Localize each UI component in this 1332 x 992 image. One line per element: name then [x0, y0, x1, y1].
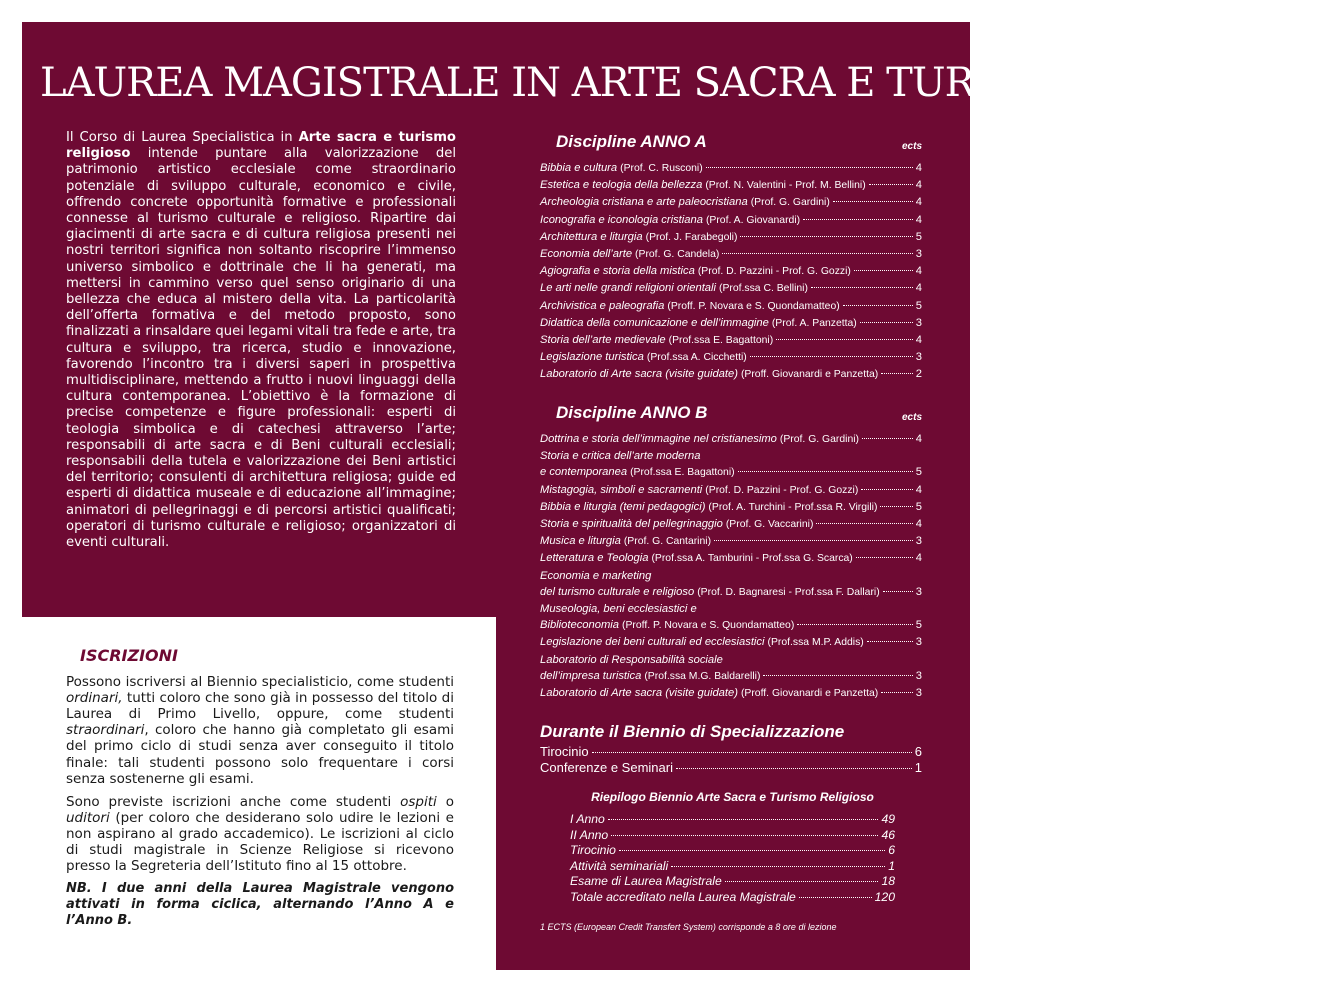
discipline-row	[540, 263, 922, 280]
discipline-name: Laboratorio di Arte sacra (visite guidate)	[540, 368, 738, 381]
professor: (Proff. P. Novara e S. Quondamatteo)	[621, 620, 795, 632]
iscrizioni-section	[66, 648, 454, 936]
ects-value: 3	[915, 535, 922, 548]
dot-leader	[860, 322, 913, 323]
anno-b-list	[540, 431, 922, 702]
anno-b-heading: Discipline ANNO B	[556, 403, 708, 422]
discipline-row	[540, 246, 922, 263]
riepilogo-row	[570, 890, 895, 906]
anno-b-section	[540, 403, 922, 702]
riepilogo-row	[570, 828, 895, 844]
biennio-item-name: Conferenze e Seminari	[540, 760, 673, 775]
dot-leader	[854, 270, 913, 271]
biennio-list	[540, 744, 922, 776]
riepilogo-item-name: Tirocinio	[570, 843, 616, 858]
discipline-name: Laboratorio di Arte sacra (visite guidate)	[540, 687, 738, 700]
discipline-name-line: Storia e critica dell’arte moderna	[540, 450, 701, 463]
p1-text-a: Possono iscriversi al Biennio specialisticio, come studenti	[66, 674, 454, 691]
p2-em-1: ospiti	[400, 793, 437, 810]
page-title: LAUREA MAGISTRALE IN ARTE SACRA E TURISMO RELIGIOSO	[40, 60, 1332, 106]
riepilogo-heading: Riepilogo Biennio Arte Sacra e Turismo Religioso	[591, 790, 874, 804]
dot-leader	[776, 339, 913, 340]
ects-value: 3	[915, 636, 922, 649]
discipline-row	[540, 634, 922, 651]
ects-value: 4	[915, 213, 922, 226]
dot-leader	[706, 167, 913, 168]
discipline-name: Musica e liturgia	[540, 535, 621, 548]
ects-value: 4	[915, 552, 922, 565]
discipline-row	[540, 194, 922, 211]
p2-em-2: uditori	[66, 809, 110, 826]
professor: (Prof. N. Valentini - Prof. M. Bellini)	[705, 180, 866, 192]
p1-text-b: tutti coloro che sono già in possesso del titolo di Laurea di Primo Livello, oppure, come studenti	[66, 690, 454, 723]
discipline-name: Legislazione turistica	[540, 351, 644, 364]
professor: (Proff. Giovanardi e Panzetta)	[740, 688, 879, 700]
discipline-row	[540, 280, 922, 297]
professor: (Prof.ssa M.P. Addis)	[767, 637, 864, 649]
discipline-name: Bibbia e cultura	[540, 162, 618, 174]
ects-value: 4	[915, 518, 922, 531]
discipline-row	[540, 212, 922, 229]
ects-value: 4	[915, 162, 922, 174]
professor: (Prof. C. Rusconi)	[620, 163, 703, 174]
dot-leader	[763, 675, 912, 676]
footnote: 1 ECTS (European Credit Transfert System) corrisponde a 8 ore di lezione	[540, 922, 837, 932]
riepilogo-item-value: 18	[881, 874, 895, 889]
discipline-name: Legislazione dei beni culturali ed ecclesiastici	[540, 636, 765, 649]
professor: (Proff. P. Novara e S. Quondamatteo)	[667, 300, 840, 312]
dot-leader	[883, 591, 913, 592]
intro-pre: Il Corso di Laurea Specialistica in	[66, 130, 299, 145]
discipline-name: Le arti nelle grandi religioni orientali	[540, 282, 716, 295]
dot-leader	[714, 540, 913, 541]
ects-value: 3	[915, 248, 922, 261]
dot-leader	[799, 897, 872, 898]
dot-leader	[611, 835, 878, 836]
professor: (Prof. J. Farabegoli)	[645, 231, 738, 243]
ects-value: 4	[915, 179, 922, 192]
discipline-row	[540, 160, 922, 177]
discipline-name: Agiografia e storia della mistica	[540, 265, 695, 278]
discipline-row	[540, 332, 922, 349]
biennio-item-ects: 1	[914, 760, 922, 775]
discipline-name: Didattica della comunicazione e dell’immagine	[540, 316, 769, 329]
iscrizioni-paragraph-1	[66, 674, 454, 787]
dot-leader	[811, 287, 913, 288]
anno-a-ects-label: ects	[901, 141, 922, 152]
dot-leader	[740, 236, 912, 237]
discipline-name: Archivistica e paleografia	[540, 299, 665, 312]
professor: (Prof.ssa M.G. Baldarelli)	[644, 670, 761, 682]
dot-leader	[881, 692, 913, 693]
ects-value: 4	[915, 433, 922, 445]
ects-value: 4	[915, 196, 922, 209]
ects-value: 5	[915, 230, 922, 243]
biennio-heading: Durante il Biennio di Specializzazione	[540, 722, 845, 741]
dot-leader	[725, 881, 879, 882]
ects-value: 3	[915, 669, 922, 682]
anno-b-ects-label: ects	[901, 412, 922, 423]
intro-bold: Arte sacra e turismo religioso	[66, 130, 456, 162]
anno-a-list	[540, 160, 922, 384]
discipline-row	[540, 298, 922, 315]
riepilogo-section	[570, 790, 895, 906]
riepilogo-item-value: 49	[881, 812, 895, 826]
intro-text	[66, 130, 456, 551]
discipline-row	[540, 617, 922, 634]
dot-leader	[880, 506, 912, 507]
professor: (Prof. G. Gardini)	[750, 197, 830, 209]
p1-em-1: ordinari,	[66, 690, 123, 707]
biennio-item-ects: 6	[914, 744, 922, 759]
ects-value: 5	[915, 466, 922, 479]
professor: (Prof. G. Candela)	[635, 249, 720, 261]
riepilogo-item-value: 120	[874, 889, 895, 904]
anno-a-header	[556, 132, 922, 152]
riepilogo-item-name: I Anno	[570, 812, 605, 826]
discipline-row	[540, 315, 922, 332]
dot-leader	[862, 438, 913, 439]
discipline-row	[540, 431, 922, 448]
dot-leader	[861, 489, 912, 490]
anno-b-header	[556, 403, 922, 423]
discipline-row	[540, 464, 922, 481]
dot-leader	[816, 523, 912, 524]
professor: (Prof. G. Gardini)	[779, 434, 860, 445]
discipline-name: Archeologia cristiana e arte paleocristiana	[540, 196, 748, 209]
ects-value: 2	[915, 368, 922, 381]
discipline-row	[540, 550, 922, 567]
dot-leader	[881, 373, 913, 374]
p1-text-c: , coloro che hanno già completato gli esami del primo ciclo di studi senza aver conseguito il titolo finale: tali studenti possono solo frequentare i corsi senza sostenerne gli esami.	[66, 722, 454, 787]
dot-leader	[671, 866, 885, 867]
discipline-row	[540, 229, 922, 246]
discipline-name-line: Laboratorio di Responsabilità sociale	[540, 653, 723, 666]
dot-leader	[608, 819, 879, 820]
p2-text-a: Sono previste iscrizioni anche come studenti	[66, 793, 401, 810]
discipline-row	[540, 499, 922, 516]
discipline-name: del turismo culturale e religioso	[540, 585, 695, 598]
discipline-name: Mistagogia, simboli e sacramenti	[540, 483, 703, 496]
iscrizioni-heading: ISCRIZIONI	[80, 646, 178, 665]
professor: (Prof.ssa E. Bagattoni)	[630, 467, 735, 479]
riepilogo-row	[570, 859, 895, 875]
dot-leader	[676, 768, 912, 769]
discipline-name: dell’impresa turistica	[540, 669, 642, 682]
discipline-name: Storia e spiritualità del pellegrinaggio	[540, 518, 723, 531]
professor: (Prof. A. Giovanardi)	[705, 214, 801, 226]
discipline-name: Letteratura e Teologia	[540, 552, 649, 565]
anno-a-section	[540, 132, 922, 384]
dot-leader	[738, 471, 913, 472]
discipline-name: Dottrina e storia dell’immagine nel cristianesimo	[540, 433, 777, 445]
discipline-row	[540, 668, 922, 685]
ects-value: 3	[915, 351, 922, 364]
discipline-name: Biblioteconomia	[540, 619, 619, 632]
dot-leader	[592, 752, 912, 753]
p1-em-2: straordinari	[66, 722, 145, 739]
discipline-row	[540, 584, 922, 601]
professor: (Prof.ssa E. Bagattoni)	[668, 335, 774, 347]
professor: (Prof. D. Pazzini - Prof. G. Gozzi)	[697, 266, 851, 278]
riepilogo-item-value: 6	[888, 843, 895, 858]
biennio-section	[540, 722, 922, 776]
discipline-name: Estetica e teologia della bellezza	[540, 179, 703, 192]
discipline-name: e contemporanea	[540, 466, 628, 479]
discipline-name-line: Economia e marketing	[540, 569, 652, 582]
professor: (Proff. Giovanardi e Panzetta)	[740, 369, 879, 381]
discipline-row	[540, 533, 922, 550]
riepilogo-list	[570, 812, 895, 906]
nb-note: NB. I due anni della Laurea Magistrale vengono attivati in forma ciclica, alternando l’Anno A e l’Anno B.	[66, 881, 454, 929]
riepilogo-item-name: Attività seminariali	[570, 858, 669, 873]
biennio-item-name: Tirocinio	[540, 744, 589, 759]
ects-value: 5	[915, 619, 922, 632]
professor: (Prof.ssa C. Bellini)	[719, 283, 808, 295]
ects-value: 3	[915, 687, 922, 700]
professor: (Prof. G. Vaccarini)	[725, 519, 814, 531]
riepilogo-item-value: 1	[888, 858, 895, 873]
discipline-name: Iconografia e iconologia cristiana	[540, 213, 703, 226]
dot-leader	[750, 356, 913, 357]
dot-leader	[619, 850, 885, 851]
discipline-row	[540, 516, 922, 533]
discipline-name: Architettura e liturgia	[540, 230, 643, 243]
discipline-name-line: Museologia, beni ecclesiastici e	[540, 603, 697, 616]
ects-value: 4	[915, 483, 922, 496]
dot-leader	[803, 219, 913, 220]
riepilogo-item-name: Esame di Laurea Magistrale	[570, 874, 722, 889]
ects-value: 4	[915, 334, 922, 347]
professor: (Prof. G. Cantarini)	[623, 536, 712, 548]
ects-value: 5	[915, 299, 922, 312]
discipline-row	[540, 482, 922, 499]
intro-post: intende puntare alla valorizzazione del patrimonio artistico ecclesiale come straordinario potenziale di sviluppo culturale, economico e civile, offrendo concrete opportunità formative e professionali connesse al turismo culturale e religioso. Ripartire dai giacimenti di arte sacra e di cultura religiosa presenti nei nostri territori significa non soltanto riscoprire l’immenso universo simbolico e dottrinale che li ha generati, ma mettersi in cammino verso quel senso originario di una bellezza che educa al mistero della vita. La particolarità dell’offerta formativa e del metodo proposto, sono finalizzati a rinsaldare quei legami vitali tra fede e arte, tra cultura e sviluppo, tra ricerca, studio e innovazione, favorendo l’incontro tra i diversi saperi in prospettiva multidisciplinare, mettendo a frutto i nuovi linguaggi della cultura contemporanea. L’obiettivo è la formazione di precise competenze e figure professionali: esperti di teologia simbolica e di catechesi attraverso l’arte; responsabili di arte sacra e di Beni culturali ecclesiali; responsabili della tutela e valorizzazione dei Beni artistici del territorio; consulenti di architettura religiosa; guide ed esperti di didattica museale e di educazione all’immagine; animatori di pellegrinaggi e di percorsi artistici qualificati; operatori di turismo culturale e religioso; organizzatori di eventi culturali.	[66, 146, 456, 551]
discipline-name: Economia dell’arte	[540, 248, 633, 261]
dot-leader	[856, 557, 913, 558]
professor: (Prof. A. Turchini - Prof.ssa R. Virgili)	[708, 501, 878, 513]
dot-leader	[843, 305, 913, 306]
ects-value: 3	[915, 585, 922, 598]
riepilogo-item-value: 46	[881, 827, 895, 842]
professor: (Prof. D. Bagnaresi - Prof.ssa F. Dallari)	[697, 586, 880, 598]
professor: (Prof.ssa A. Cicchetti)	[646, 352, 747, 364]
riepilogo-item-name: Totale accreditato nella Laurea Magistrale	[570, 889, 796, 904]
dot-leader	[797, 624, 912, 625]
discipline-row	[540, 177, 922, 194]
discipline-name: Bibbia e liturgia (temi pedagogici)	[540, 500, 706, 513]
ects-value: 4	[915, 265, 922, 278]
dot-leader	[867, 641, 913, 642]
discipline-row	[540, 349, 922, 366]
anno-a-heading: Discipline ANNO A	[556, 132, 707, 151]
discipline-name: Storia dell’arte medievale	[540, 334, 666, 347]
dot-leader	[722, 253, 912, 254]
dot-leader	[833, 201, 913, 202]
riepilogo-row	[570, 874, 895, 890]
professor: (Prof. A. Panzetta)	[771, 317, 857, 329]
dot-leader	[869, 184, 913, 185]
biennio-row	[540, 744, 922, 760]
biennio-row	[540, 760, 922, 776]
iscrizioni-paragraph-2	[66, 794, 454, 874]
riepilogo-row	[570, 843, 895, 859]
ects-value: 5	[915, 500, 922, 513]
riepilogo-row	[570, 812, 895, 828]
discipline-row	[540, 366, 922, 383]
discipline-row	[540, 685, 922, 702]
professor: (Prof.ssa A. Tamburini - Prof.ssa G. Scarca)	[651, 553, 853, 565]
p2-text-b: o	[436, 793, 454, 810]
professor: (Prof. D. Pazzini - Prof. G. Gozzi)	[705, 484, 859, 496]
ects-value: 3	[915, 316, 922, 329]
ects-value: 4	[915, 282, 922, 295]
p2-text-c: (per coloro che desiderano solo udire le lezioni e non aspirano al grado accademico). Le iscrizioni al ciclo di studi magistrale in Scienze Religiose si ricevono presso la Segreteria dell’Istituto fino al 15 ottobre.	[66, 809, 454, 875]
riepilogo-item-name: II Anno	[570, 827, 609, 842]
